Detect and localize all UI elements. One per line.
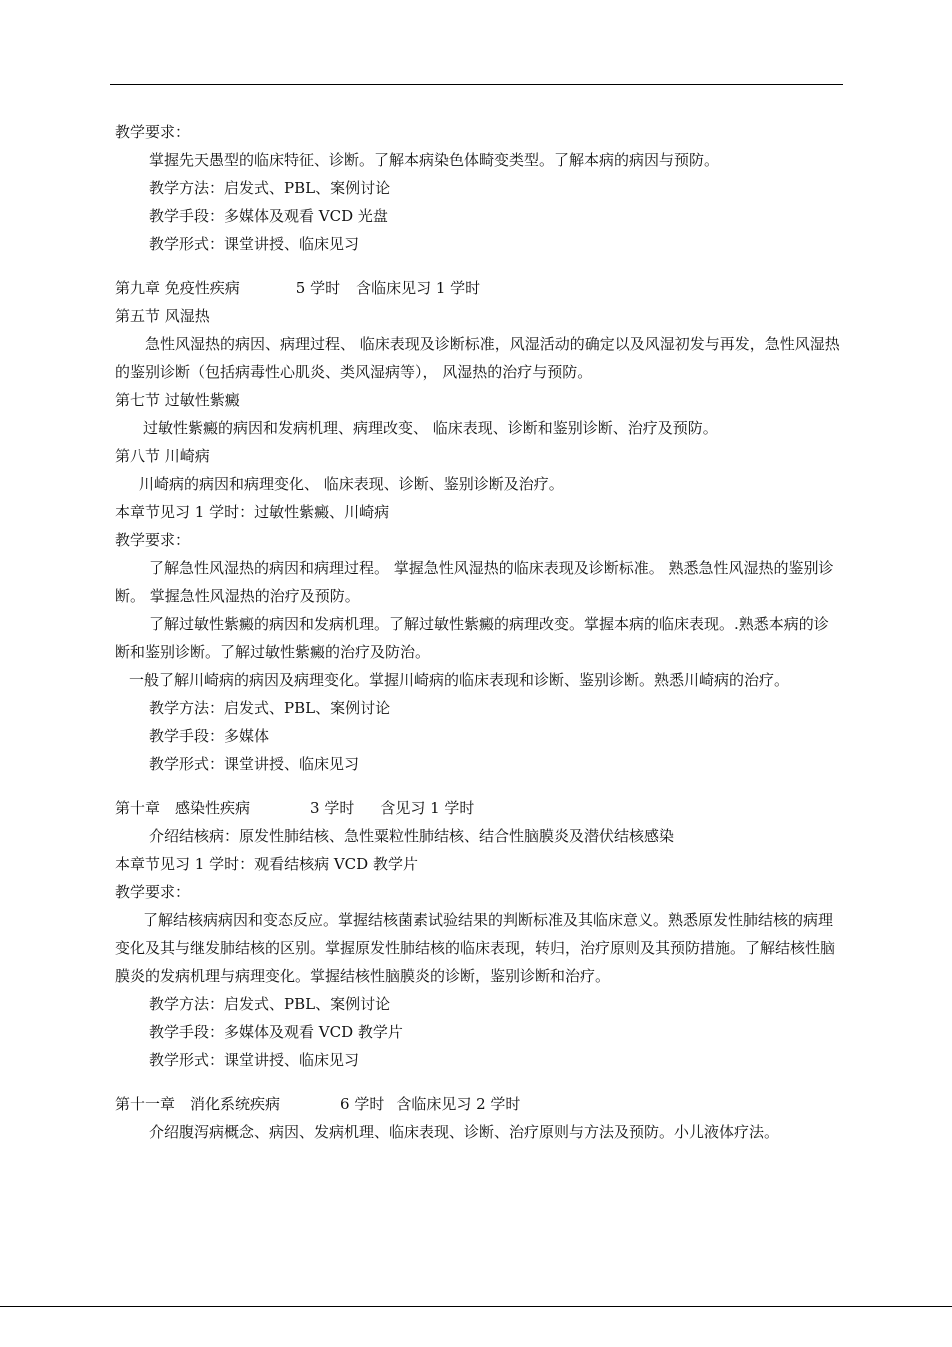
section-title: 第八节 川崎病 [115,447,210,465]
requirements-text: 了解结核病病因和变态反应。掌握结核菌素试验结果的判断标准及其临床意义。熟悉原发性肺结核的病理变化及其与继发肺结核的区别。掌握原发性肺结核的临床表现，转归，治疗原则及其预防措施。了解结核性脑膜炎的发病机理与病理变化。掌握结核性脑膜炎的诊断，鉴别诊断和治疗。 [115,911,836,985]
chapter-clinical-hours: 含见习 1 学时 [380,799,475,817]
requirements-label: 教学要求： [115,531,191,549]
chapter-heading [115,794,840,822]
section-title: 第五节 风湿热 [115,307,210,325]
chapter-hours: 6 学时 [340,1095,385,1113]
requirements-text: 了解急性风湿热的病因和病理过程。 掌握急性风湿热的临床表现及诊断标准。 熟悉急性风湿热的鉴别诊断。 掌握急性风湿热的治疗及预防。 [115,559,834,605]
practice-note: 本章节见习 1 学时：过敏性紫癜、川崎病 [115,503,390,521]
teaching-means: 教学手段：多媒体及观看 VCD 光盘 [149,207,388,225]
section-text: 川崎病的病因和病理变化、 临床表现、诊断、鉴别诊断及治疗。 [139,475,564,493]
requirements-text: 一般了解川崎病的病因及病理变化。掌握川崎病的临床表现和诊断、鉴别诊断。熟悉川崎病的治疗。 [129,671,790,689]
chapter-title: 第九章 免疫性疾病 [115,279,240,297]
chapter-heading [115,274,840,302]
section-text: 急性风湿热的病因、病理过程、 临床表现及诊断标准，风湿活动的确定以及风湿初发与再发，急性风湿热的鉴别诊断（包括病毒性心肌炎、类风湿病等）， 风湿热的治疗与预防。 [115,335,840,381]
section-text: 过敏性紫癜的病因和发病机理、病理改变、 临床表现、诊断和鉴别诊断、治疗及预防。 [143,419,718,437]
chapter-intro: 介绍腹泻病概念、病因、发病机理、临床表现、诊断、治疗原则与方法及预防。小儿液体疗法。 [149,1123,780,1141]
chapter-title: 第十一章 消化系统疾病 [115,1095,281,1113]
teaching-method: 教学方法：启发式、PBL、案例讨论 [149,699,391,717]
teaching-method: 教学方法：启发式、PBL、案例讨论 [149,995,391,1013]
requirements-text: 了解过敏性紫癜的病因和发病机理。了解过敏性紫癜的病理改变。掌握本病的临床表现。.熟悉本病的诊断和鉴别诊断。了解过敏性紫癜的治疗及防治。 [115,615,829,661]
chapter-clinical-hours: 含临床见习 2 学时 [396,1095,521,1113]
practice-note: 本章节见习 1 学时：观看结核病 VCD 教学片 [115,855,418,873]
teaching-means: 教学手段：多媒体及观看 VCD 教学片 [149,1023,403,1041]
requirements-label: 教学要求： [115,883,191,901]
chapter-clinical-hours: 含临床见习 1 学时 [356,279,481,297]
chapter-title: 第十章 感染性疾病 [115,799,251,817]
chapter-heading [115,1090,840,1118]
footer-rule [0,1306,952,1307]
section-title: 第七节 过敏性紫癜 [115,391,240,409]
teaching-form: 教学形式：课堂讲授、临床见习 [149,1051,360,1069]
document-body [115,118,840,1146]
chapter-intro: 介绍结核病：原发性肺结核、急性粟粒性肺结核、结合性脑膜炎及潜伏结核感染 [149,827,675,845]
chapter-hours: 3 学时 [310,799,355,817]
chapter-hours: 5 学时 [295,279,341,297]
teaching-method: 教学方法：启发式、PBL、案例讨论 [149,179,391,197]
requirements-label: 教学要求： [115,123,191,141]
teaching-form: 教学形式：课堂讲授、临床见习 [149,235,360,253]
header-rule [110,84,843,85]
requirements-text: 掌握先天愚型的临床特征、诊断。了解本病染色体畸变类型。了解本病的病因与预防。 [149,151,720,169]
teaching-means: 教学手段：多媒体 [149,727,270,745]
teaching-form: 教学形式：课堂讲授、临床见习 [149,755,360,773]
